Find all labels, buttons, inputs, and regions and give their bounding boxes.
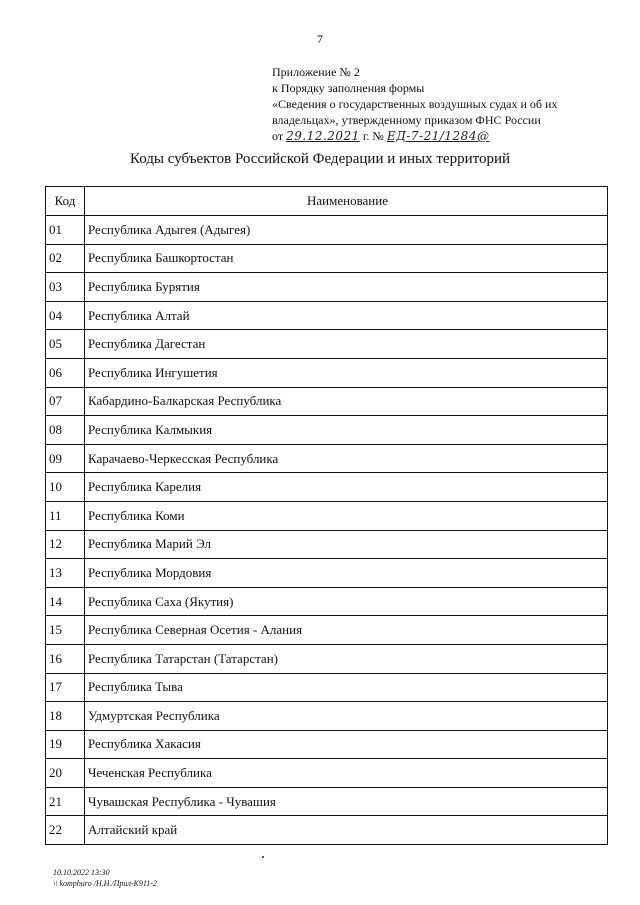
table-row — [46, 673, 608, 702]
region-codes-table — [45, 186, 608, 845]
document-title: Коды субъектов Российской Федерации и иных территорий — [129, 151, 511, 167]
region-code-cell: 16 — [46, 644, 85, 673]
region-name-cell: Республика Адыгея (Адыгея) — [85, 216, 608, 245]
region-code-cell: 05 — [46, 330, 85, 359]
region-code-cell: 17 — [46, 673, 85, 702]
handwritten-date: 29.12.2021 — [286, 129, 360, 143]
number-prefix: г. № — [362, 129, 384, 143]
region-code-cell: 06 — [46, 358, 85, 387]
region-code-cell: 04 — [46, 301, 85, 330]
region-code-cell: 14 — [46, 587, 85, 616]
table-row — [46, 616, 608, 645]
region-code-cell: 21 — [46, 787, 85, 816]
handwritten-order-number: ЕД-7-21/1284@ — [386, 129, 490, 143]
region-code-cell: 15 — [46, 616, 85, 645]
region-name-cell: Республика Татарстан (Татарстан) — [85, 644, 608, 673]
table-row — [46, 501, 608, 530]
region-name-cell: Республика Северная Осетия - Алания — [85, 616, 608, 645]
table-row — [46, 358, 608, 387]
region-name-cell: Удмуртская Республика — [85, 702, 608, 731]
table-row — [46, 473, 608, 502]
region-name-cell: Чувашская Республика - Чувашия — [85, 787, 608, 816]
table-row — [46, 387, 608, 416]
footer-stamp — [53, 867, 157, 889]
table-row — [46, 787, 608, 816]
table-row — [46, 444, 608, 473]
appendix-line: владельцах», утвержденному приказом ФНС России — [272, 113, 541, 127]
region-code-cell: 08 — [46, 416, 85, 445]
table-row — [46, 730, 608, 759]
region-name-cell: Республика Башкортостан — [85, 244, 608, 273]
table-row — [46, 816, 608, 845]
scan-speck — [262, 856, 264, 858]
region-name-cell: Кабардино-Балкарская Республика — [85, 387, 608, 416]
region-name-cell: Республика Тыва — [85, 673, 608, 702]
table-row — [46, 702, 608, 731]
appendix-header — [272, 64, 557, 144]
region-name-cell: Республика Хакасия — [85, 730, 608, 759]
region-code-cell: 01 — [46, 216, 85, 245]
region-name-cell: Республика Саха (Якутия) — [85, 587, 608, 616]
region-code-cell: 12 — [46, 530, 85, 559]
from-label: от — [272, 129, 284, 143]
region-code-cell: 02 — [46, 244, 85, 273]
region-name-cell: Республика Марий Эл — [85, 530, 608, 559]
region-name-cell: Алтайский край — [85, 816, 608, 845]
table-row — [46, 759, 608, 788]
region-name-cell: Республика Бурятия — [85, 273, 608, 302]
table-row — [46, 244, 608, 273]
region-code-cell: 20 — [46, 759, 85, 788]
order-reference — [272, 128, 557, 144]
table-row — [46, 644, 608, 673]
table-row — [46, 530, 608, 559]
region-name-cell: Республика Калмыкия — [85, 416, 608, 445]
table-row — [46, 216, 608, 245]
region-code-cell: 09 — [46, 444, 85, 473]
region-code-cell: 19 — [46, 730, 85, 759]
page-number: 7 — [317, 32, 323, 46]
region-name-cell: Республика Алтай — [85, 301, 608, 330]
table-row — [46, 587, 608, 616]
region-code-cell: 18 — [46, 702, 85, 731]
region-name-cell: Республика Карелия — [85, 473, 608, 502]
table-header-row — [46, 187, 608, 216]
region-code-cell: 13 — [46, 559, 85, 588]
region-code-cell: 10 — [46, 473, 85, 502]
appendix-line: к Порядку заполнения формы — [272, 81, 425, 95]
region-code-cell: 11 — [46, 501, 85, 530]
region-name-cell: Республика Дагестан — [85, 330, 608, 359]
table-row — [46, 330, 608, 359]
table-row — [46, 273, 608, 302]
footer-file-path: \\ kompburo /Н.Н./Прил-К911-2 — [53, 879, 157, 888]
column-header-code: Код — [46, 187, 85, 216]
region-code-cell: 07 — [46, 387, 85, 416]
region-name-cell: Чеченская Республика — [85, 759, 608, 788]
table-row — [46, 416, 608, 445]
appendix-line: «Сведения о государственных воздушных судах и об их — [272, 97, 558, 111]
column-header-name: Наименование — [85, 187, 608, 216]
table-row — [46, 301, 608, 330]
region-name-cell: Карачаево-Черкесская Республика — [85, 444, 608, 473]
region-code-cell: 22 — [46, 816, 85, 845]
region-name-cell: Республика Коми — [85, 501, 608, 530]
table-row — [46, 559, 608, 588]
appendix-line: Приложение № 2 — [272, 65, 360, 79]
region-code-cell: 03 — [46, 273, 85, 302]
footer-timestamp: 10.10.2022 13:30 — [53, 868, 110, 877]
region-name-cell: Республика Ингушетия — [85, 358, 608, 387]
region-name-cell: Республика Мордовия — [85, 559, 608, 588]
